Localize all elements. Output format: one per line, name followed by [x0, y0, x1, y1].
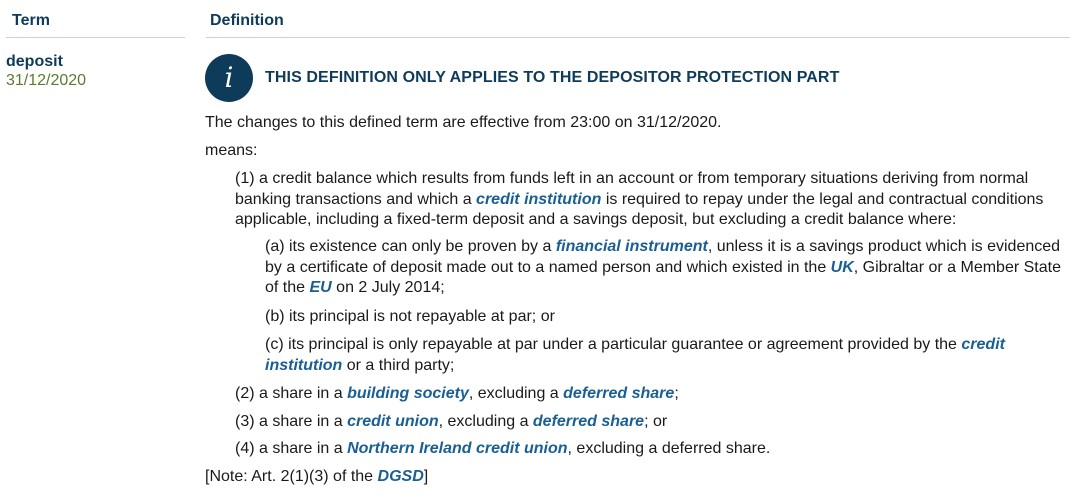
link-credit-institution[interactable]: credit institution	[265, 336, 1005, 374]
definition-item-a	[265, 237, 1065, 299]
text: (c) its principal is only repayable at par under a particular guarantee or agreement provided by the	[265, 336, 962, 353]
link-uk[interactable]: UK	[830, 258, 854, 276]
notice-text: THIS DEFINITION ONLY APPLIES TO THE DEPOSITOR PROTECTION PART	[265, 69, 840, 86]
text: is required to repay under the legal and contractual conditions applicable, including a fixed-term deposit and a savings deposit, but excluding a credit balance where:	[235, 190, 1044, 229]
text: [Note: Art. 2(1)(3) of the	[205, 468, 378, 485]
text: , excluding a	[438, 413, 533, 430]
link-credit-union[interactable]: credit union	[347, 413, 439, 430]
note-text	[205, 467, 1065, 488]
intro-text: The changes to this defined term are effective from 23:00 on 31/12/2020.	[205, 114, 722, 131]
definition-item-c	[265, 335, 1025, 376]
definition-item-4	[235, 439, 1060, 460]
text: ]	[423, 468, 429, 485]
text: or a third party;	[342, 356, 455, 374]
text: (2) a share in a	[235, 385, 348, 402]
term-date: 31/12/2020	[6, 72, 87, 89]
header-divider	[206, 37, 1070, 38]
definition-item-3	[235, 412, 1060, 433]
text: , excluding a deferred share.	[567, 440, 771, 457]
definition-item-2	[235, 384, 1060, 405]
text: (1) a credit balance which results from funds left in an account or from temporary situations deriving from normal banking transactions and which a	[235, 170, 1029, 208]
text: , Gibraltar or a Member State of the	[265, 258, 1061, 297]
link-building-society[interactable]: building society	[347, 385, 469, 402]
info-icon: i	[205, 54, 253, 102]
link-deferred-share[interactable]: deferred share	[532, 413, 645, 430]
link-deferred-share[interactable]: deferred share	[563, 385, 675, 402]
column-header-term: Term	[12, 12, 50, 29]
header-divider	[6, 37, 185, 38]
link-dgsd[interactable]: DGSD	[377, 468, 424, 485]
column-header-definition: Definition	[210, 12, 284, 29]
means-text: means:	[205, 142, 258, 159]
definition-item-b: (b) its principal is not repayable at par; or	[265, 308, 555, 325]
link-eu[interactable]: EU	[309, 279, 332, 297]
text: (a) its existence can only be proven by a	[265, 238, 556, 255]
text: ; or	[644, 413, 668, 430]
text: ;	[674, 385, 679, 402]
link-credit-institution[interactable]: credit institution	[476, 190, 602, 208]
text: (4) a share in a	[235, 440, 348, 457]
text: on 2 July 2014;	[331, 279, 445, 297]
text: (3) a share in a	[235, 413, 348, 430]
link-northern-ireland-credit-union[interactable]: Northern Ireland credit union	[347, 440, 568, 457]
link-financial-instrument[interactable]: financial instrument	[555, 238, 708, 255]
text: , excluding a	[468, 385, 564, 402]
definition-item-1	[235, 169, 1060, 231]
term-name: deposit	[6, 53, 63, 70]
text: , unless it is a savings product which is evidenced by a certificate of deposit made out to a named person and which existed in the	[265, 238, 1061, 276]
